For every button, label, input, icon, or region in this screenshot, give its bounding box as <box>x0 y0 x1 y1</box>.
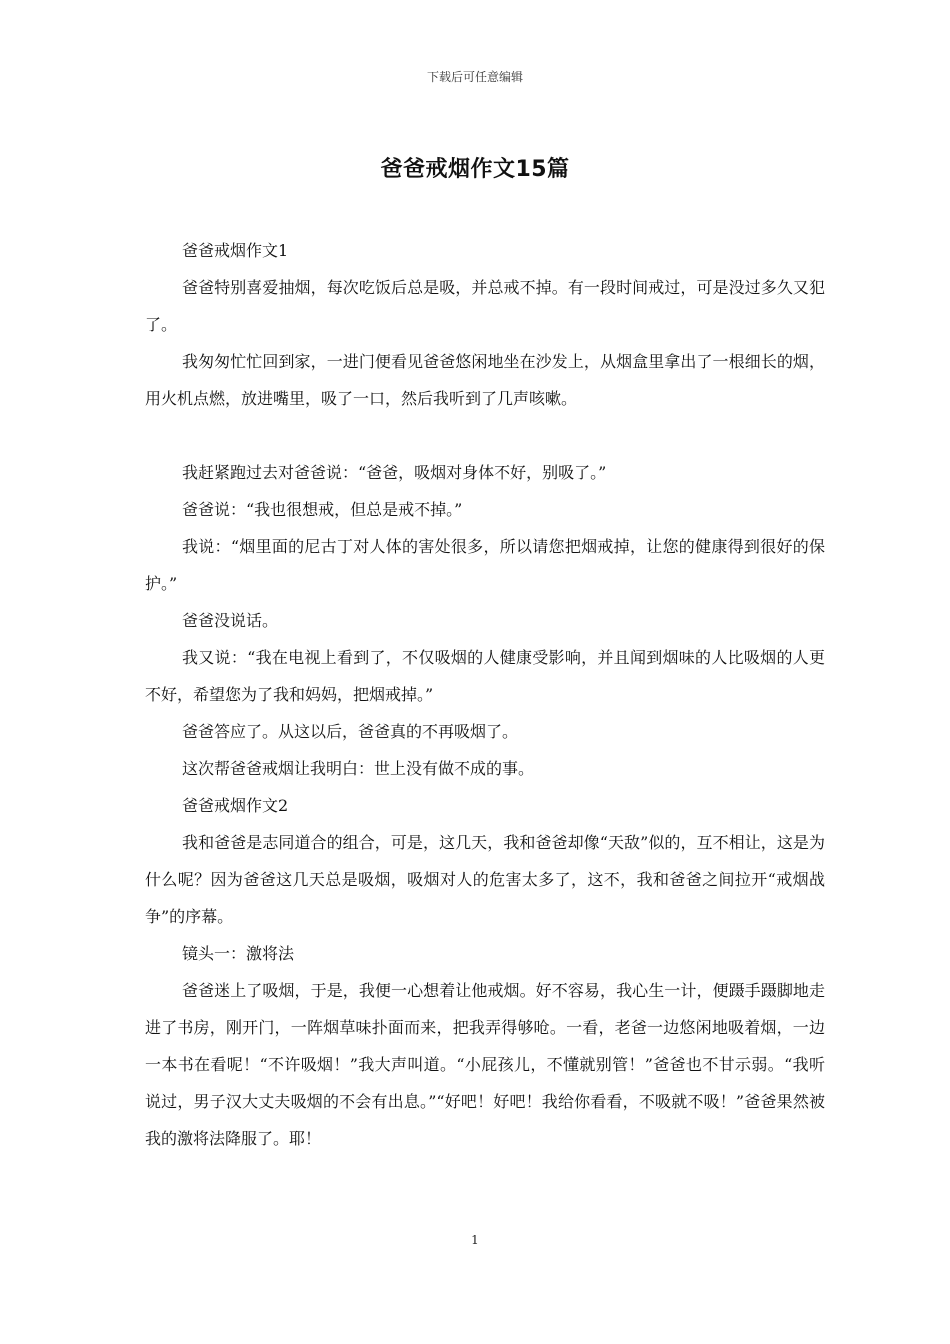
paragraph: 我又说：“我在电视上看到了，不仅吸烟的人健康受影响，并且闻到烟味的人比吸烟的人更不好，希望您为了我和妈妈，把烟戒掉。” <box>145 648 825 704</box>
section-heading: 爸爸戒烟作文1 <box>182 241 289 260</box>
header-note: 下载后可任意编辑 <box>426 70 523 84</box>
paragraph: 这次帮爸爸戒烟让我明白：世上没有做不成的事。 <box>182 759 535 778</box>
document-title: 爸爸戒烟作文15篇 <box>380 157 570 182</box>
paragraph: 我说：“烟里面的尼古丁对人体的害处很多，所以请您把烟戒掉，让您的健康得到很好的保护。” <box>145 537 825 593</box>
paragraph: 爸爸答应了。从这以后，爸爸真的不再吸烟了。 <box>182 722 519 741</box>
paragraph: 我匆匆忙忙回到家，一进门便看见爸爸悠闲地坐在沙发上，从烟盒里拿出了一根细长的烟，用火机点燃，放进嘴里，吸了一口，然后我听到了几声咳嗽。 <box>145 352 825 408</box>
paragraph: 爸爸特别喜爱抽烟，每次吃饭后总是吸，并总戒不掉。有一段时间戒过，可是没过多久又犯了。 <box>145 278 825 334</box>
paragraph: 爸爸说：“我也很想戒，但总是戒不掉。” <box>182 500 463 519</box>
subsection-heading: 镜头一：激将法 <box>182 944 295 963</box>
document-body <box>145 232 825 1157</box>
paragraph: 爸爸迷上了吸烟，于是，我便一心想着让他戒烟。好不容易，我心生一计，便蹑手蹑脚地走进了书房，刚开门，一阵烟草味扑面而来，把我弄得够呛。一看，老爸一边悠闲地吸着烟，一边一本书在看呢！“不许吸烟！”我大声叫道。“小屁孩儿，不懂就别管！”爸爸也不甘示弱。“我听说过，男子汉大丈夫吸烟的不会有出息。”“好吧！好吧！我给你看看，不吸就不吸！”爸爸果然被我的激将法降服了。耶！ <box>145 981 825 1148</box>
page-number: 1 <box>471 1233 479 1247</box>
paragraph: 我赶紧跑过去对爸爸说：“爸爸，吸烟对身体不好，别吸了。” <box>182 463 607 482</box>
paragraph: 我和爸爸是志同道合的组合，可是，这几天，我和爸爸却像“天敌”似的，互不相让，这是为什么呢？因为爸爸这几天总是吸烟，吸烟对人的危害太多了，这不，我和爸爸之间拉开“戒烟战争”的序幕。 <box>145 833 825 926</box>
section-heading: 爸爸戒烟作文2 <box>182 796 289 815</box>
paragraph: 爸爸没说话。 <box>182 611 279 630</box>
